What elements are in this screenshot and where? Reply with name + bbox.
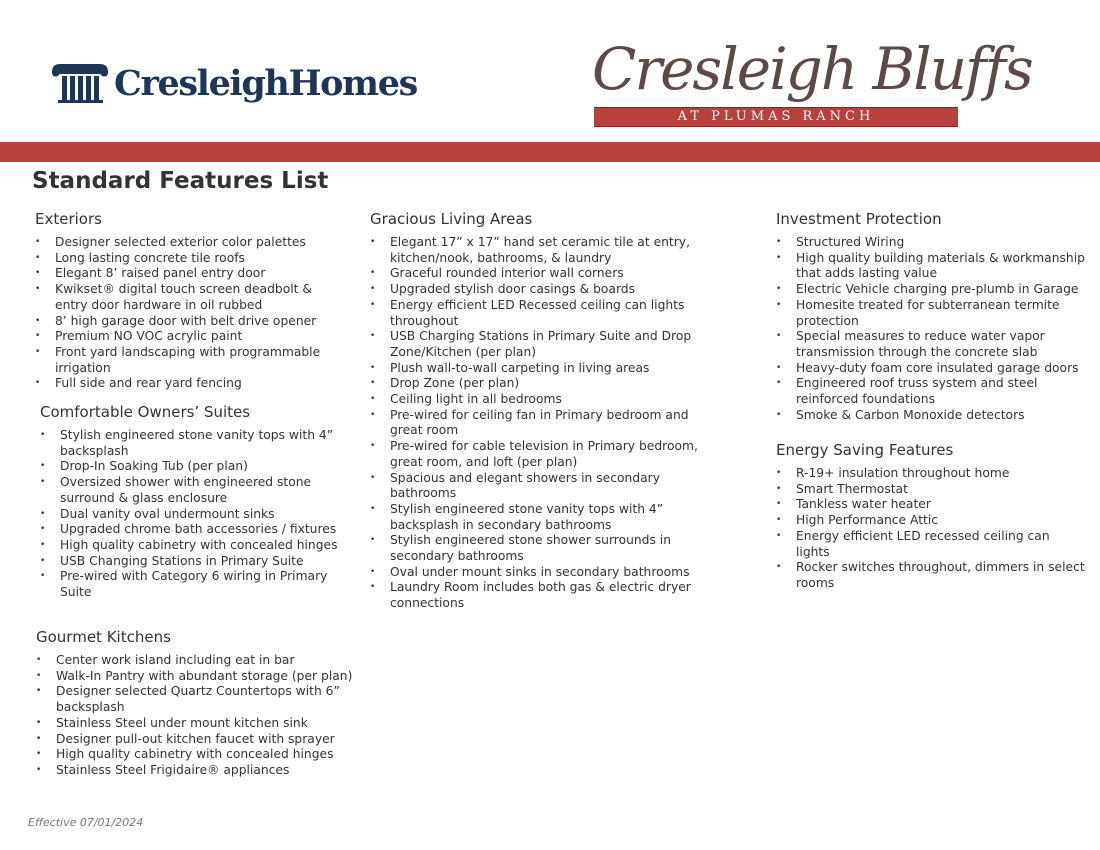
feature-item: • Oversized shower with engineered stone surround & glass enclosure (40, 475, 360, 506)
feature-item: • Dual vanity oval undermount sinks (40, 507, 360, 523)
logo-tagline: AT PLUMAS RANCH (677, 109, 875, 124)
feature-item: • Plush wall-to-wall carpeting in living areas (370, 361, 700, 377)
feature-item: • Walk-In Pantry with abundant storage (per plan) (36, 669, 366, 685)
feature-list (40, 428, 360, 601)
feature-item: • Special measures to reduce water vapor transmission through the concrete slab (776, 329, 1086, 360)
feature-item: • Energy efficient LED Recessed ceiling can lights throughout (370, 298, 700, 329)
feature-item: • High quality cabinetry with concealed hinges (36, 747, 366, 763)
section-heading: Gracious Living Areas (370, 210, 533, 228)
feature-item: • Elegant 8’ raised panel entry door (35, 266, 335, 282)
feature-item: • Ceiling light in all bedrooms (370, 392, 700, 408)
feature-item: • Oval under mount sinks in secondary bathrooms (370, 565, 700, 581)
feature-item: • Front yard landscaping with programmable irrigation (35, 345, 335, 376)
feature-item: • 8’ high garage door with belt drive opener (35, 314, 335, 330)
logo-script-text: Cresleigh Bluffs (592, 35, 1032, 103)
feature-item: • Stainless Steel under mount kitchen sink (36, 716, 366, 732)
feature-item: • High Performance Attic (776, 513, 1086, 529)
section-kitchens (36, 627, 366, 779)
feature-list (776, 235, 1086, 423)
feature-item: • Graceful rounded interior wall corners (370, 266, 700, 282)
feature-item: • Smoke & Carbon Monoxide detectors (776, 408, 1086, 424)
feature-item: • Center work island including eat in bar (36, 653, 366, 669)
feature-item: • Tankless water heater (776, 497, 1086, 513)
feature-item: • Kwikset® digital touch screen deadbolt & entry door hardware in oil rubbed (35, 282, 335, 313)
feature-item: • Heavy-duty foam core insulated garage doors (776, 361, 1086, 377)
feature-item: • Designer pull-out kitchen faucet with sprayer (36, 732, 366, 748)
cresleigh-homes-logo (50, 62, 417, 104)
feature-item: • Long lasting concrete tile roofs (35, 251, 335, 267)
section-heading: Gourmet Kitchens (36, 628, 171, 646)
section-energy-saving (776, 440, 1086, 592)
feature-list (776, 466, 1086, 592)
section-heading: Exteriors (35, 210, 102, 228)
feature-item: • Drop-In Soaking Tub (per plan) (40, 459, 360, 475)
feature-list (36, 653, 366, 779)
feature-item: • R-19+ insulation throughout home (776, 466, 1086, 482)
feature-item: • High quality building materials & workmanship that adds lasting value (776, 251, 1086, 282)
effective-date: Effective 07/01/2024 (28, 816, 144, 829)
feature-item: • Structured Wiring (776, 235, 1086, 251)
brand-name: CresleighHomes (114, 62, 417, 104)
section-investment-protection (776, 209, 1086, 423)
feature-item: • Rocker switches throughout, dimmers in select rooms (776, 560, 1086, 591)
feature-item: • Stylish engineered stone shower surrounds in secondary bathrooms (370, 533, 700, 564)
feature-item: • Premium NO VOC acrylic paint (35, 329, 335, 345)
cresleigh-bluffs-logo (590, 32, 1032, 142)
feature-item: • Upgraded chrome bath accessories / fixtures (40, 522, 360, 538)
column-icon (50, 62, 110, 104)
feature-item: • Homesite treated for subterranean termite protection (776, 298, 1086, 329)
section-exteriors (35, 209, 335, 392)
feature-item: • USB Changing Stations in Primary Suite (40, 554, 360, 570)
section-living-areas (370, 209, 700, 612)
feature-item: • High quality cabinetry with concealed hinges (40, 538, 360, 554)
feature-item: • Energy efficient LED recessed ceiling can lights (776, 529, 1086, 560)
feature-item: • Engineered roof truss system and steel reinforced foundations (776, 376, 1086, 407)
feature-item: • Designer selected Quartz Countertops with 6” backsplash (36, 684, 366, 715)
feature-item: • Full side and rear yard fencing (35, 376, 335, 392)
section-heading: Investment Protection (776, 210, 942, 228)
feature-item: • Pre-wired for cable television in Primary bedroom, great room, and loft (per plan) (370, 439, 700, 470)
feature-item: • Drop Zone (per plan) (370, 376, 700, 392)
logo-ribbon (594, 107, 958, 127)
feature-item: • Elegant 17” x 17” hand set ceramic tile at entry, kitchen/nook, bathrooms, & laundry (370, 235, 700, 266)
feature-item: • Smart Thermostat (776, 482, 1086, 498)
section-owners-suites (40, 402, 360, 601)
feature-item: • Upgraded stylish door casings & boards (370, 282, 700, 298)
feature-item: • Stylish engineered stone vanity tops with 4” backsplash in secondary bathrooms (370, 502, 700, 533)
feature-item: • Laundry Room includes both gas & electric dryer connections (370, 580, 700, 611)
feature-item: • USB Charging Stations in Primary Suite and Drop Zone/Kitchen (per plan) (370, 329, 700, 360)
feature-item: • Stylish engineered stone vanity tops with 4” backsplash (40, 428, 360, 459)
section-heading: Comfortable Owners’ Suites (40, 403, 251, 421)
feature-list (35, 235, 335, 392)
feature-item: • Spacious and elegant showers in secondary bathrooms (370, 471, 700, 502)
feature-item: • Stainless Steel Frigidaire® appliances (36, 763, 366, 779)
section-heading: Energy Saving Features (776, 441, 954, 459)
header-band (0, 142, 1100, 162)
feature-item: • Designer selected exterior color palettes (35, 235, 335, 251)
feature-item: • Pre-wired with Category 6 wiring in Primary Suite (40, 569, 360, 600)
page-title: Standard Features List (32, 168, 329, 194)
feature-item: • Pre-wired for ceiling fan in Primary bedroom and great room (370, 408, 700, 439)
feature-item: • Electric Vehicle charging pre-plumb in Garage (776, 282, 1086, 298)
feature-list (370, 235, 700, 612)
